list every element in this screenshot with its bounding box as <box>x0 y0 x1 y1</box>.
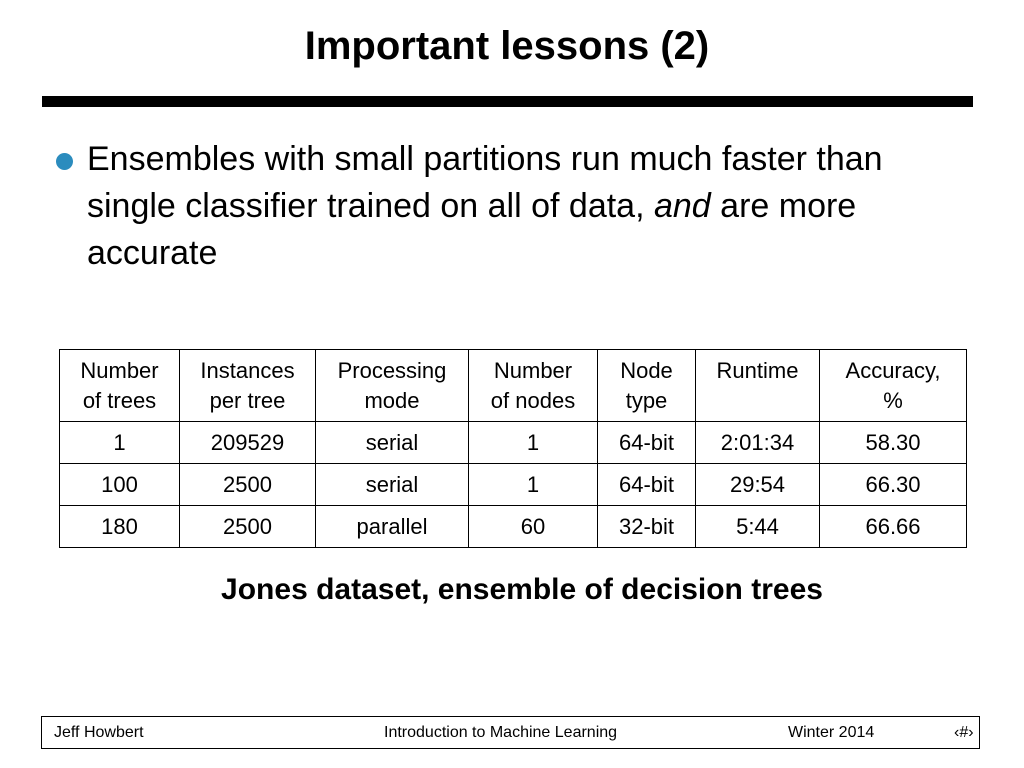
bullet-point-icon <box>56 153 73 170</box>
header-runtime: Runtime <box>696 350 820 422</box>
table-row <box>60 464 967 506</box>
bullet-text <box>87 136 967 277</box>
table-cell: 2500 <box>180 506 316 548</box>
table-cell: 100 <box>60 464 180 506</box>
footer-term: Winter 2014 <box>788 724 875 741</box>
header-accuracy: Accuracy, % <box>820 350 967 422</box>
table-caption: Jones dataset, ensemble of decision trees <box>221 573 823 606</box>
table-cell: 64-bit <box>598 464 696 506</box>
results-table <box>59 349 967 548</box>
table-cell: 1 <box>60 422 180 464</box>
header-node-type: Node type <box>598 350 696 422</box>
table-cell: 58.30 <box>820 422 967 464</box>
table-cell: 2500 <box>180 464 316 506</box>
table-cell: 1 <box>469 422 598 464</box>
footer-slide-number: ‹#› <box>954 724 974 741</box>
table-cell: 180 <box>60 506 180 548</box>
table-cell: 5:44 <box>696 506 820 548</box>
header-number-of-trees: Number of trees <box>60 350 180 422</box>
table-cell: 64-bit <box>598 422 696 464</box>
table-cell: 60 <box>469 506 598 548</box>
bullet-text-emphasis: and <box>653 187 711 225</box>
table-cell: 2:01:34 <box>696 422 820 464</box>
slide-footer <box>41 716 980 749</box>
table-cell: serial <box>316 464 469 506</box>
footer-course: Introduction to Machine Learning <box>384 724 618 741</box>
table-cell: 1 <box>469 464 598 506</box>
table-cell: 29:54 <box>696 464 820 506</box>
table-row <box>60 506 967 548</box>
title-divider <box>42 96 973 107</box>
table-cell: 209529 <box>180 422 316 464</box>
table-cell: parallel <box>316 506 469 548</box>
table-cell: serial <box>316 422 469 464</box>
table-cell: 32-bit <box>598 506 696 548</box>
bullet-text-end: are more accurate <box>87 187 857 272</box>
header-instances-per-tree: Instances per tree <box>180 350 316 422</box>
slide-title: Important lessons (2) <box>304 24 710 68</box>
footer-author: Jeff Howbert <box>54 724 144 741</box>
table-row <box>60 422 967 464</box>
table-header-row <box>60 350 967 422</box>
header-processing-mode: Processing mode <box>316 350 469 422</box>
header-number-of-nodes: Number of nodes <box>469 350 598 422</box>
table-cell: 66.66 <box>820 506 967 548</box>
table-cell: 66.30 <box>820 464 967 506</box>
bullet-text-main: Ensembles with small partitions run much faster than single classifier trained on all of data, <box>87 140 883 225</box>
